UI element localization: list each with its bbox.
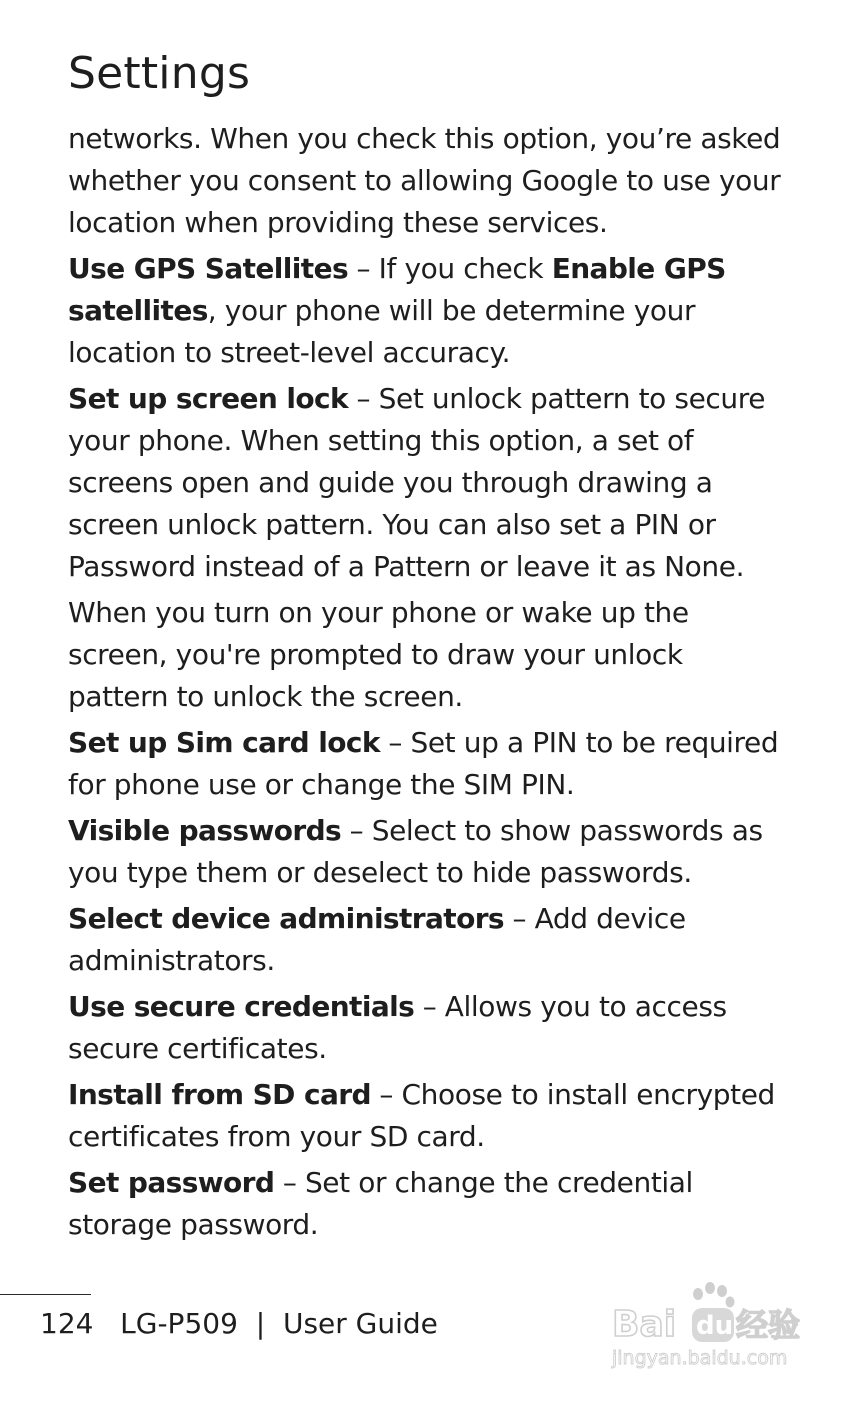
term-separator: – [504,902,535,935]
paragraph-text-cont: , your phone will be determine your location to street-level accuracy. [68,294,696,369]
paragraph-text: Set unlock pattern to secure your phone. When setting this option, a set of screens open and guide you through drawing a screen unlock pattern. You can also set a PIN or Password instead of a Pattern or leave it as None. [68,382,766,583]
paragraph-text: Add device administrators. [68,902,686,977]
term-label: Use GPS Satellites [68,252,349,285]
paragraph-set-password [68,1162,788,1246]
paragraph-set-up-screen-lock [68,378,788,588]
term-separator: – [348,382,379,415]
document-body [68,118,788,1250]
page-footer [40,1304,438,1344]
term-separator: – [341,814,372,847]
term-label-inline: Enable GPS satellites [68,252,726,327]
paragraph-text: When you turn on your phone or wake up the screen, you're prompted to draw your unlock pattern to unlock the screen. [68,596,689,713]
footer-divider: | [255,1307,266,1340]
watermark-brand-cn: 经验 [736,1306,801,1344]
footer-rule [0,1294,91,1295]
paragraph-unlock-prompt [68,592,788,718]
term-separator: – [414,990,445,1023]
term-separator: – [379,726,411,759]
watermark-brand-du: du [696,1311,734,1341]
term-label: Visible passwords [68,814,342,847]
paragraph-text: Set up a PIN to be required for phone use or change the SIM PIN. [68,726,779,801]
paragraph-sim-card-lock [68,722,788,806]
paw-icon [693,1282,735,1308]
page-number: 124 [40,1307,94,1340]
page-title: Settings [68,48,251,99]
paragraph-text: Select to show passwords as you type them or deselect to hide passwords. [68,814,763,889]
paragraph-location-continued [68,118,788,244]
watermark-url: jingyan.baidu.com [612,1347,788,1369]
term-label: Select device administrators [68,902,504,935]
term-label: Set up Sim card lock [68,726,380,759]
footer-guide-label: User Guide [282,1307,438,1340]
paragraph-use-gps-satellites [68,248,788,374]
baidu-jingyan-watermark [610,1278,810,1378]
paragraph-device-administrators [68,898,788,982]
term-label: Set up screen lock [68,382,349,415]
paragraph-text: Allows you to access secure certificates. [68,990,727,1065]
footer-model: LG-P509 [120,1307,238,1340]
term-separator: – [348,252,379,285]
paragraph-text: networks. When you check this option, you’re asked whether you consent to allowing Google to use your location when providing these services. [68,122,781,239]
paragraph-text: Choose to install encrypted certificates from your SD card. [68,1078,775,1153]
term-label: Use secure credentials [68,990,415,1023]
paragraph-secure-credentials [68,986,788,1070]
term-label: Set password [68,1166,275,1199]
term-separator: – [370,1078,402,1111]
paragraph-visible-passwords [68,810,788,894]
paragraph-install-from-sd [68,1074,788,1158]
paragraph-text: If you check [378,252,552,285]
watermark-brand: Bai [612,1304,677,1345]
paragraph-text: Set or change the credential storage password. [68,1166,693,1241]
term-separator: – [274,1166,305,1199]
term-label: Install from SD card [68,1078,371,1111]
